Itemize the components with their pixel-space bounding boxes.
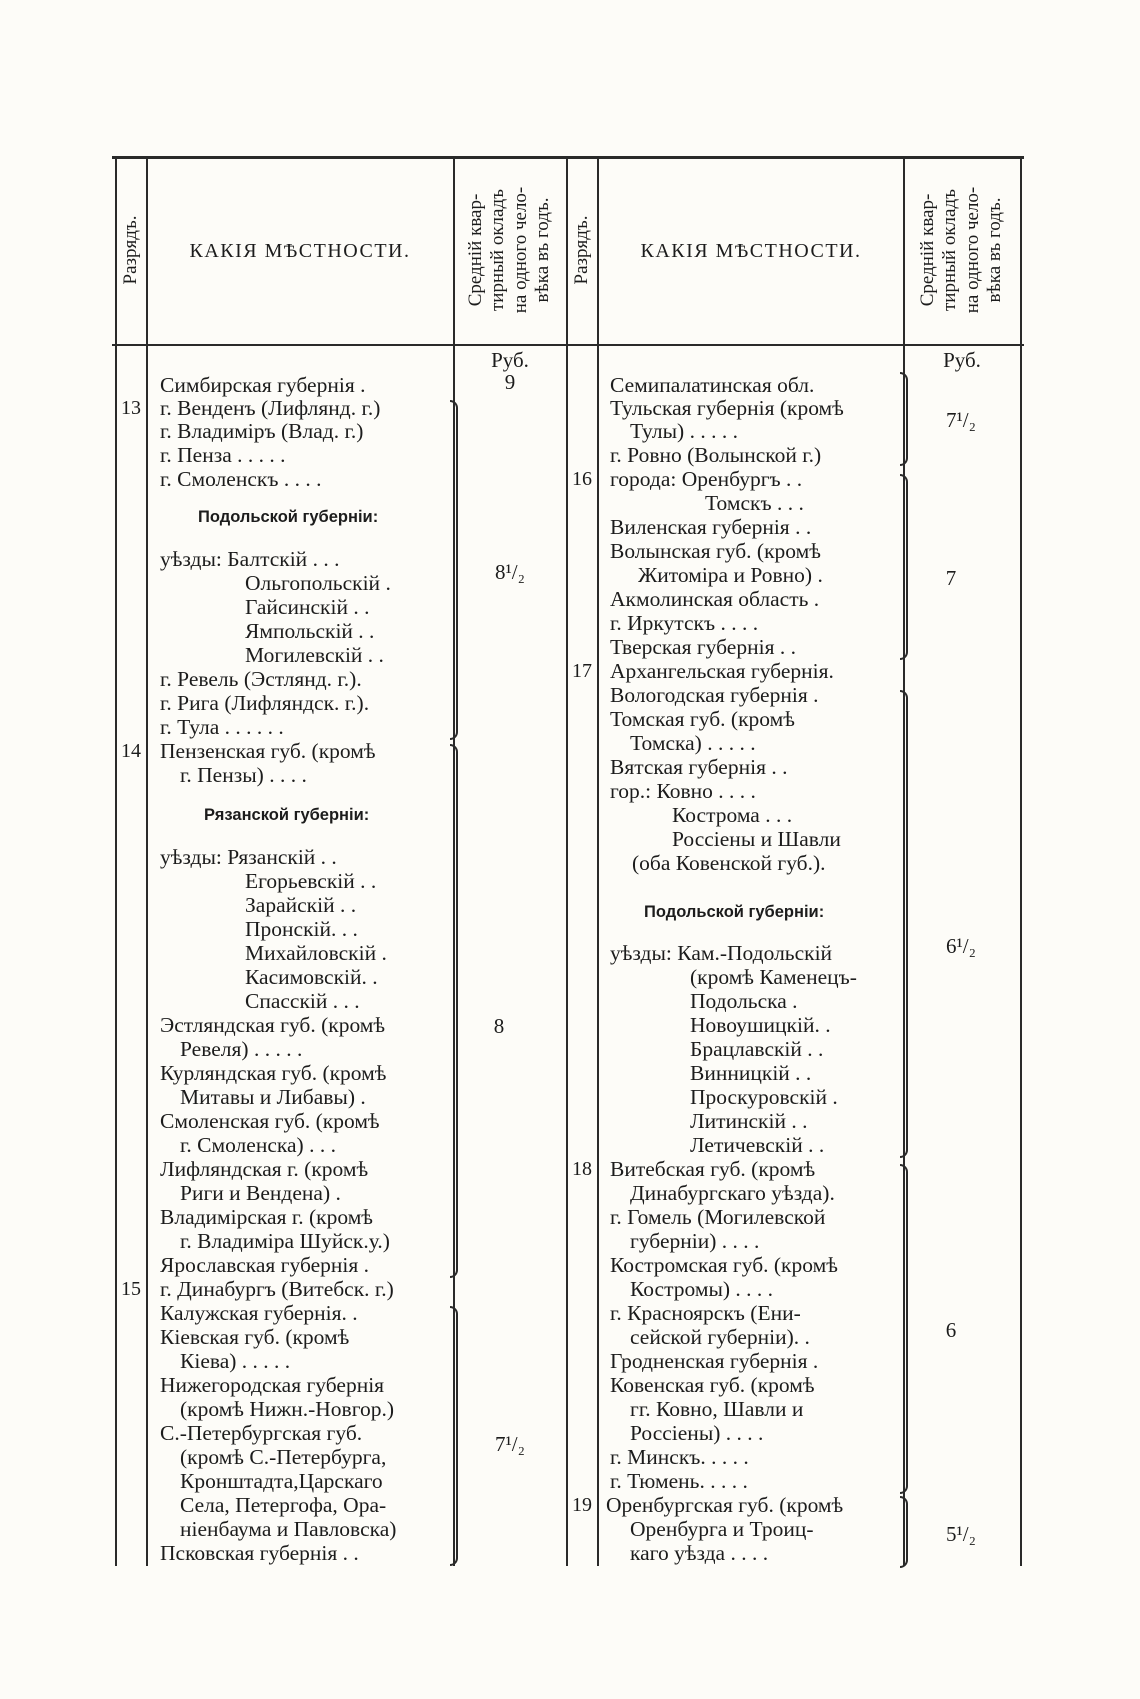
salary-value: 8	[493, 1014, 505, 1038]
left-line: Ольгопольскій .	[245, 571, 391, 595]
left-line: Калужская губернія. .	[160, 1301, 358, 1325]
left-line: С.-Петербургская губ.	[160, 1421, 363, 1445]
right-line: Кострома . . .	[672, 803, 793, 827]
header-salary-line: Средній квар-	[465, 193, 487, 307]
top-rule	[112, 156, 1024, 159]
salary-value: 7¹/₂	[946, 408, 976, 432]
right-line: г. Тюмень. . . . .	[610, 1469, 748, 1493]
right-line: Динабургскаго уѣзда).	[630, 1181, 835, 1205]
left-line: Кіевская губ. (кромѣ	[160, 1325, 350, 1349]
left-line: г. Смоленска) . . .	[180, 1133, 336, 1157]
left-line: Кіева) . . . . .	[180, 1349, 291, 1373]
right-line: гор.: Ковно . . . .	[610, 779, 756, 803]
salary-value: 9	[504, 370, 516, 394]
left-line: г. Пензы) . . . .	[180, 763, 307, 787]
right-line: Волынская губ. (кромѣ	[610, 539, 821, 563]
right-line: Томская губ. (кромѣ	[610, 707, 795, 731]
col-rule-1	[115, 156, 117, 1566]
left-line: Могилевскій . .	[245, 643, 384, 667]
left-line: Псковская губернія . .	[160, 1541, 359, 1565]
rank-number: 14	[121, 740, 141, 762]
left-line: уѣзды: Рязанскій . .	[160, 845, 337, 869]
right-line: Архангельская губернія.	[610, 659, 834, 683]
rank-number: 15	[121, 1278, 141, 1300]
right-line: Литинскій . .	[690, 1109, 808, 1133]
right-line: Костромская губ. (кромѣ	[610, 1253, 838, 1277]
left-line: Села, Петергофа, Ора-	[180, 1493, 387, 1517]
header-salary-left	[465, 187, 555, 314]
right-line: Тулы) . . . . .	[630, 419, 738, 443]
header-salary-right	[917, 187, 1007, 314]
right-line: г. Ровно (Волынской г.)	[610, 443, 822, 467]
right-line: Оренбургская губ. (кромѣ	[606, 1493, 844, 1517]
right-line: Проскуровскій .	[690, 1085, 838, 1109]
unit-label-right: Руб.	[943, 348, 981, 372]
left-line: Митавы и Либавы) .	[180, 1085, 366, 1109]
salary-value: 6¹/₂	[946, 934, 976, 958]
left-line: г. Владиміръ (Влад. г.)	[160, 419, 364, 443]
salary-value: 7¹/₂	[495, 1432, 525, 1456]
left-line: Смоленская губ. (кромѣ	[160, 1109, 380, 1133]
salary-value: 5¹/₂	[946, 1522, 976, 1546]
left-line: Ярославская губернія .	[160, 1253, 370, 1277]
group-brace	[900, 690, 908, 1158]
header-places-left: КАКІЯ МѢСТНОСТИ.	[189, 240, 411, 262]
left-line: Ямпольскій . .	[245, 619, 375, 643]
header-salary-line: тирный окладъ	[487, 189, 509, 311]
header-places-right: КАКІЯ МѢСТНОСТИ.	[640, 240, 862, 262]
group-brace	[900, 474, 908, 660]
right-line: Семипалатинская обл.	[610, 373, 815, 397]
right-line: Акмолинская область .	[610, 587, 820, 611]
right-line: гг. Ковно, Шавли и	[630, 1397, 804, 1421]
header-salary-line: на одного чело-	[962, 186, 983, 314]
right-line: Костромы) . . . .	[630, 1277, 774, 1301]
left-line: Зарайскій . .	[245, 893, 357, 917]
left-line: (кромѣ Нижн.-Новгор.)	[180, 1397, 395, 1421]
right-line: Томскъ . . .	[705, 491, 804, 515]
right-line: Гродненская губернія .	[610, 1349, 819, 1373]
left-line: г. Венденъ (Лифлянд. г.)	[160, 396, 381, 420]
left-line: Нижегородская губернія	[160, 1373, 385, 1397]
right-line: г. Иркутскъ . . . .	[610, 611, 759, 635]
right-line: сейской губерніи). .	[630, 1325, 810, 1349]
right-line: Вологодская губернія .	[610, 683, 819, 707]
left-line: г. Пенза . . . . .	[160, 443, 286, 467]
left-line: Кронштадта,Царскаго	[180, 1469, 383, 1493]
header-rule	[112, 344, 1024, 346]
group-brace	[900, 372, 908, 466]
group-brace	[450, 400, 458, 740]
right-line: Вятская губернія . .	[610, 755, 788, 779]
left-line: Курляндская губ. (кромѣ	[160, 1061, 387, 1085]
left-line: Егорьевскій . .	[245, 869, 377, 893]
right-line: г. Минскъ. . . . .	[610, 1445, 749, 1469]
left-line: ніенбаума и Павловска)	[180, 1517, 397, 1541]
left-line: г. Тула . . . . . .	[160, 715, 284, 739]
col-rule-4	[566, 156, 568, 1566]
left-line: Спасскій . . .	[245, 989, 360, 1013]
right-line: Подольска .	[690, 989, 798, 1013]
right-line: Ковенская губ. (кромѣ	[610, 1373, 815, 1397]
header-salary-line: на одного чело-	[510, 186, 531, 314]
col-rule-7	[1020, 156, 1022, 1566]
left-line: Ревеля) . . . . .	[180, 1037, 303, 1061]
rank-number: 19	[572, 1494, 592, 1516]
right-line: г. Красноярскъ (Ени-	[610, 1301, 801, 1325]
right-line: уѣзды: Кам.-Подольскій	[610, 941, 833, 965]
salary-value: 7	[945, 566, 957, 590]
right-line: Новоушицкій. .	[690, 1013, 831, 1037]
rank-number: 16	[572, 468, 592, 490]
group-brace	[450, 1306, 458, 1566]
col-rule-2	[146, 156, 148, 1566]
salary-value: 6	[945, 1318, 957, 1342]
right-line: Брацлавскій . .	[690, 1037, 824, 1061]
header-salary-line: Средній квар-	[917, 193, 939, 307]
right-line: Летичевскій . .	[690, 1133, 825, 1157]
rank-number: 13	[121, 397, 141, 419]
right-line: Оренбурга и Троиц-	[630, 1517, 814, 1541]
right-line: Витебская губ. (кромѣ	[610, 1157, 816, 1181]
salary-value: 8¹/₂	[495, 560, 525, 584]
left-line: Риги и Вендена) .	[180, 1181, 341, 1205]
right-line: (кромѣ Каменецъ-	[690, 965, 857, 989]
left-subheading: Рязанской губерніи:	[204, 806, 370, 824]
left-subheading: Подольской губерніи:	[198, 508, 379, 526]
right-line: Тверская губернія . .	[610, 635, 796, 659]
left-line: Михайловскій .	[245, 941, 387, 965]
left-line: (кромѣ С.-Петербурга,	[180, 1445, 387, 1469]
left-line: г. Ревель (Эстлянд. г.).	[160, 667, 362, 691]
left-line: г. Владиміра Шуйск.у.)	[180, 1229, 390, 1253]
header-rank-left: Разрядъ.	[119, 215, 141, 285]
right-line: Россіены) . . . .	[630, 1421, 764, 1445]
header-salary-line: вѣка въ годъ.	[984, 197, 1006, 303]
left-line: Гайсинскій . .	[245, 595, 370, 619]
header-salary-line: вѣка въ годъ.	[532, 197, 554, 303]
left-line: уѣзды: Балтскій . . .	[160, 547, 340, 571]
right-line: каго уѣзда . . . .	[630, 1541, 769, 1565]
right-line: Тульская губернія (кромѣ	[610, 396, 844, 420]
right-line: Житоміра и Ровно) .	[638, 563, 823, 587]
col-rule-5	[597, 156, 599, 1566]
right-line: Винницкій . .	[690, 1061, 812, 1085]
left-line: г. Динабургъ (Витебск. г.)	[160, 1277, 394, 1301]
rank-number: 17	[572, 660, 592, 682]
right-line: (оба Ковенской губ.).	[632, 851, 826, 875]
group-brace	[450, 744, 458, 1278]
right-line: Виленская губернія . .	[610, 515, 812, 539]
left-line: Владимірская г. (кромѣ	[160, 1205, 373, 1229]
right-line: г. Гомель (Могилевской	[610, 1205, 826, 1229]
left-line: г. Смоленскъ . . . .	[160, 467, 322, 491]
right-subheading: Подольской губерніи:	[644, 903, 825, 921]
group-brace	[900, 1496, 908, 1568]
left-line: г. Рига (Лифляндск. г.).	[160, 691, 370, 715]
rank-number: 18	[572, 1158, 592, 1180]
right-line: губерніи) . . . .	[630, 1229, 760, 1253]
right-line: Россіены и Шавли	[672, 827, 841, 851]
right-line: Томска) . . . . .	[630, 731, 756, 755]
header-salary-line: тирный окладъ	[939, 189, 961, 311]
left-line: Эстляндская губ. (кромѣ	[160, 1013, 386, 1037]
left-line: Касимовскій. .	[245, 965, 378, 989]
header-rank-right: Разрядъ.	[570, 215, 592, 285]
group-brace	[900, 1164, 908, 1494]
left-line: Симбирская губернія .	[160, 373, 366, 397]
left-line: Лифляндская г. (кромѣ	[160, 1157, 369, 1181]
left-line: Пензенская губ. (кромѣ	[160, 739, 376, 763]
right-line: города: Оренбургъ . .	[610, 467, 803, 491]
unit-label-left: Руб.	[491, 348, 529, 372]
left-line: Пронскій. . .	[245, 917, 358, 941]
